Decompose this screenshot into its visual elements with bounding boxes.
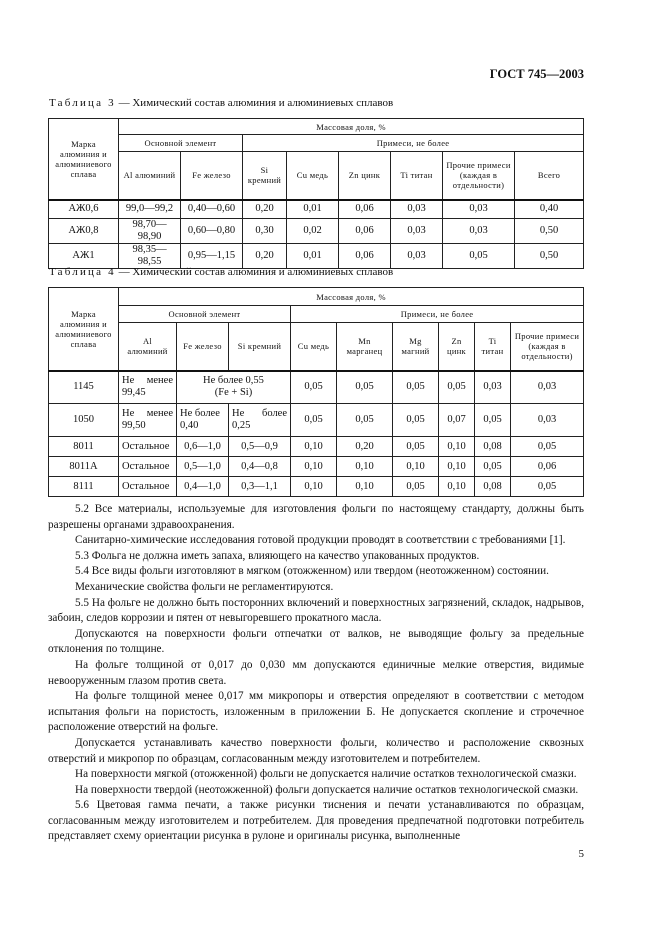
col-header: Si кремний bbox=[243, 152, 287, 200]
grade-header: Марка алюминия и алюминиевого сплава bbox=[49, 288, 119, 371]
table3 bbox=[48, 118, 584, 269]
table-cell: 1145 bbox=[49, 371, 119, 404]
col-header: Mg магний bbox=[393, 323, 439, 371]
table-cell: 0,5—0,9 bbox=[229, 437, 291, 457]
cell-text: 99,50 bbox=[122, 420, 146, 431]
paragraph: Допускается устанавливать качество поверхности фольги, количество и расположение сквозных отверстий и микропор по образцам, согласованным между изготовителем и потребителем. bbox=[48, 736, 584, 765]
table-cell: 0,20 bbox=[243, 244, 287, 269]
paragraph: На поверхности твердой (неотожженной) фольги допускается наличие остатков технологической смазки. bbox=[75, 783, 579, 796]
table-cell: АЖ0,6 bbox=[49, 200, 119, 219]
col-header: Si кремний bbox=[229, 323, 291, 371]
table-cell: 0,03 bbox=[391, 244, 443, 269]
paragraph: 5.4 Все виды фольги изготовляют в мягком (отожженном) или твердом (неотожженном) состоянии. bbox=[75, 565, 549, 578]
table-cell: 0,03 bbox=[443, 219, 515, 244]
table-cell: 98,70—98,90 bbox=[119, 219, 181, 244]
paragraph: На фольге толщиной от 0,017 до 0,030 мм допускаются единичные мелкие отверстия, видимые невооруженным глазом против света. bbox=[48, 658, 584, 687]
cell-text: — Химический состав алюминия и алюминиевых сплавов bbox=[115, 97, 394, 109]
impurities-header: Примеси, не более bbox=[291, 306, 584, 323]
paragraph: Допускаются на поверхности фольги отпечатки от валков, не выводящие фольгу за предельные отклонения по толщине. bbox=[48, 627, 584, 656]
table-cell: Остальное bbox=[119, 477, 177, 497]
table-cell: 0,40 bbox=[515, 200, 584, 219]
table-cell: 0,06 bbox=[339, 244, 391, 269]
table-cell: 0,50 bbox=[515, 244, 584, 269]
table-cell: 0,4—1,0 bbox=[177, 477, 229, 497]
main-element-header: Основной элемент bbox=[119, 306, 291, 323]
table-cell: 0,05 bbox=[511, 437, 584, 457]
table-cell: 0,10 bbox=[393, 457, 439, 477]
table-cell: 0,05 bbox=[393, 371, 439, 404]
table-cell: 0,10 bbox=[291, 437, 337, 457]
table-cell: 0,20 bbox=[337, 437, 393, 457]
cell-text: — Химический состав алюминия и алюминиевых сплавов bbox=[115, 266, 394, 278]
table4 bbox=[48, 287, 584, 497]
table-cell: 0,10 bbox=[337, 457, 393, 477]
cell-text bbox=[232, 408, 287, 420]
paragraph: Санитарно-химические исследования готовой продукции проводят в соответствии с требованиями [1]. bbox=[75, 534, 566, 547]
cell-text: менее bbox=[146, 375, 173, 387]
table-cell: 0,5—1,0 bbox=[177, 457, 229, 477]
table-cell: 0,05 bbox=[393, 437, 439, 457]
cell-text: Таблица 4 bbox=[49, 266, 116, 278]
table-cell: 0,50 bbox=[515, 219, 584, 244]
table-cell: 0,05 bbox=[291, 371, 337, 404]
table-row bbox=[49, 371, 584, 404]
col-header: Fe железо bbox=[177, 323, 229, 371]
table-cell: 0,05 bbox=[439, 371, 475, 404]
table-row bbox=[49, 457, 584, 477]
paragraph: На поверхности мягкой (отожженной) фольги не допускается наличие остатков технологической смазки. bbox=[75, 768, 577, 781]
table-cell: 0,05 bbox=[337, 371, 393, 404]
cell-text: более bbox=[261, 408, 287, 419]
table-cell: 8011A bbox=[49, 457, 119, 477]
table-cell: 0,30 bbox=[243, 219, 287, 244]
main-element-header: Основной элемент bbox=[119, 135, 243, 152]
table-cell bbox=[229, 404, 291, 437]
mass-fraction-header: Массовая доля, % bbox=[119, 288, 584, 306]
table-cell: 0,05 bbox=[393, 477, 439, 497]
cell-text: Не bbox=[122, 375, 135, 387]
table-cell: 0,05 bbox=[291, 404, 337, 437]
cell-text bbox=[122, 375, 173, 387]
table-row bbox=[49, 244, 584, 269]
table-row bbox=[49, 404, 584, 437]
col-header: Zn цинк bbox=[339, 152, 391, 200]
table-cell: 0,95—1,15 bbox=[181, 244, 243, 269]
table-cell: 0,05 bbox=[475, 404, 511, 437]
paragraph: 5.2 Все материалы, используемые для изготовления фольги по настоящему стандарту, должны быть разрешены органами здравоохранения. bbox=[48, 503, 584, 531]
table-cell: 0,07 bbox=[439, 404, 475, 437]
cell-text: Не bbox=[232, 408, 245, 419]
table-cell: 0,20 bbox=[243, 200, 287, 219]
impurities-header: Примеси, не более bbox=[243, 135, 584, 152]
table-cell: 0,10 bbox=[439, 437, 475, 457]
table-cell: 0,06 bbox=[339, 200, 391, 219]
cell-text bbox=[122, 408, 173, 420]
table-cell: 0,03 bbox=[391, 219, 443, 244]
table-cell: 0,03 bbox=[443, 200, 515, 219]
table-cell bbox=[119, 371, 177, 404]
table-cell: 0,02 bbox=[287, 219, 339, 244]
table-cell: 0,06 bbox=[511, 457, 584, 477]
table-cell: 0,10 bbox=[439, 457, 475, 477]
cell-text: менее bbox=[146, 408, 173, 419]
table-cell: 0,10 bbox=[439, 477, 475, 497]
table3-caption bbox=[49, 97, 393, 109]
table-cell: Остальное bbox=[119, 457, 177, 477]
paragraph: 5.5 На фольге не должно быть посторонних включений и поверхностных загрязнений, складок, надрывов, забоин, следов коррозии и пятен от невыгоревшего прокатного масла. bbox=[48, 596, 584, 625]
table-cell: 0,40—0,60 bbox=[181, 200, 243, 219]
cell-text: 0,40 bbox=[180, 420, 199, 431]
table-cell bbox=[119, 404, 177, 437]
paragraph: 5.3 Фольга не должна иметь запаха, влияющего на качество упакованных продуктов. bbox=[75, 549, 480, 562]
table-row bbox=[49, 219, 584, 244]
table-cell: 8111 bbox=[49, 477, 119, 497]
table-row bbox=[49, 437, 584, 457]
table-cell: 0,10 bbox=[291, 457, 337, 477]
table-row bbox=[49, 477, 584, 497]
table-cell: 0,60—0,80 bbox=[181, 219, 243, 244]
table-cell: 0,03 bbox=[391, 200, 443, 219]
col-header: Mn марганец bbox=[337, 323, 393, 371]
mass-fraction-header: Массовая доля, % bbox=[119, 119, 584, 135]
table-cell: 0,05 bbox=[393, 404, 439, 437]
table-cell: 0,4—0,8 bbox=[229, 457, 291, 477]
table-cell: 0,10 bbox=[337, 477, 393, 497]
table-cell: 0,05 bbox=[337, 404, 393, 437]
table-cell: 0,6—1,0 bbox=[177, 437, 229, 457]
table-cell: 0,05 bbox=[443, 244, 515, 269]
paragraph: Механические свойства фольги не регламентируются. bbox=[75, 580, 334, 593]
col-header: Прочие примеси (каждая в отдельности) bbox=[443, 152, 515, 200]
col-header: Cu медь bbox=[291, 323, 337, 371]
col-header: Прочие примеси (каждая в отдельности) bbox=[511, 323, 584, 371]
table-cell bbox=[177, 371, 291, 404]
table-cell: 0,10 bbox=[291, 477, 337, 497]
col-header: Al алюминий bbox=[119, 152, 181, 200]
table-cell: 1050 bbox=[49, 404, 119, 437]
table-cell: 0,06 bbox=[339, 219, 391, 244]
table-cell: 0,05 bbox=[475, 457, 511, 477]
cell-text: Не более 0,55 bbox=[203, 375, 264, 387]
table-cell: 98,35—98,55 bbox=[119, 244, 181, 269]
table-cell: 0,03 bbox=[511, 404, 584, 437]
page-number: 5 bbox=[578, 848, 584, 860]
cell-text: 0,25 bbox=[232, 420, 251, 431]
standard-designation: ГОСТ 745—2003 bbox=[489, 67, 584, 81]
table4-caption bbox=[49, 266, 393, 278]
table-row bbox=[49, 200, 584, 219]
col-header: Zn цинк bbox=[439, 323, 475, 371]
cell-text: (Fe + Si) bbox=[214, 387, 253, 399]
cell-text: 99,45 bbox=[122, 387, 146, 399]
table-cell: 0,3—1,1 bbox=[229, 477, 291, 497]
table-cell: 0,05 bbox=[511, 477, 584, 497]
table-cell: 0,03 bbox=[475, 371, 511, 404]
table-cell: 0,01 bbox=[287, 244, 339, 269]
table-cell: 0,08 bbox=[475, 477, 511, 497]
table-cell: 8011 bbox=[49, 437, 119, 457]
col-header: Al алюминий bbox=[119, 323, 177, 371]
cell-text: Таблица 3 bbox=[49, 97, 116, 109]
col-header: Fe железо bbox=[181, 152, 243, 200]
grade-header: Марка алюминия и алюминиевого сплава bbox=[49, 119, 119, 200]
table-cell: 0,03 bbox=[511, 371, 584, 404]
table-cell: АЖ1 bbox=[49, 244, 119, 269]
table-cell: Остальное bbox=[119, 437, 177, 457]
col-header: Cu медь bbox=[287, 152, 339, 200]
col-header: Ti титан bbox=[391, 152, 443, 200]
body-text bbox=[48, 502, 584, 845]
cell-text: Не bbox=[122, 408, 135, 419]
table-cell: 0,01 bbox=[287, 200, 339, 219]
paragraph: На фольге толщиной менее 0,017 мм микропоры и отверстия определяют в соответствии с методом испытания фольги на пористость, изложенным в приложении Б. Не допускается скопление и строчечное расположение отверстий на фольге. bbox=[48, 690, 584, 734]
cell-text: Не более bbox=[180, 408, 220, 419]
table-cell: 99,0—99,2 bbox=[119, 200, 181, 219]
col-header: Ti титан bbox=[475, 323, 511, 371]
paragraph: 5.6 Цветовая гамма печати, а также рисунки тиснения и печати устанавливаются по образцам, согласованным между изготовителем и потребителем. Для проведения предпечатной подготовки потребитель представляет схему ориентации рисунка в рулоне и оригиналы рисунка, выполненные bbox=[48, 799, 584, 843]
table-cell: 0,08 bbox=[475, 437, 511, 457]
table-cell bbox=[177, 404, 229, 437]
col-header: Всего bbox=[515, 152, 584, 200]
table-cell: АЖ0,8 bbox=[49, 219, 119, 244]
